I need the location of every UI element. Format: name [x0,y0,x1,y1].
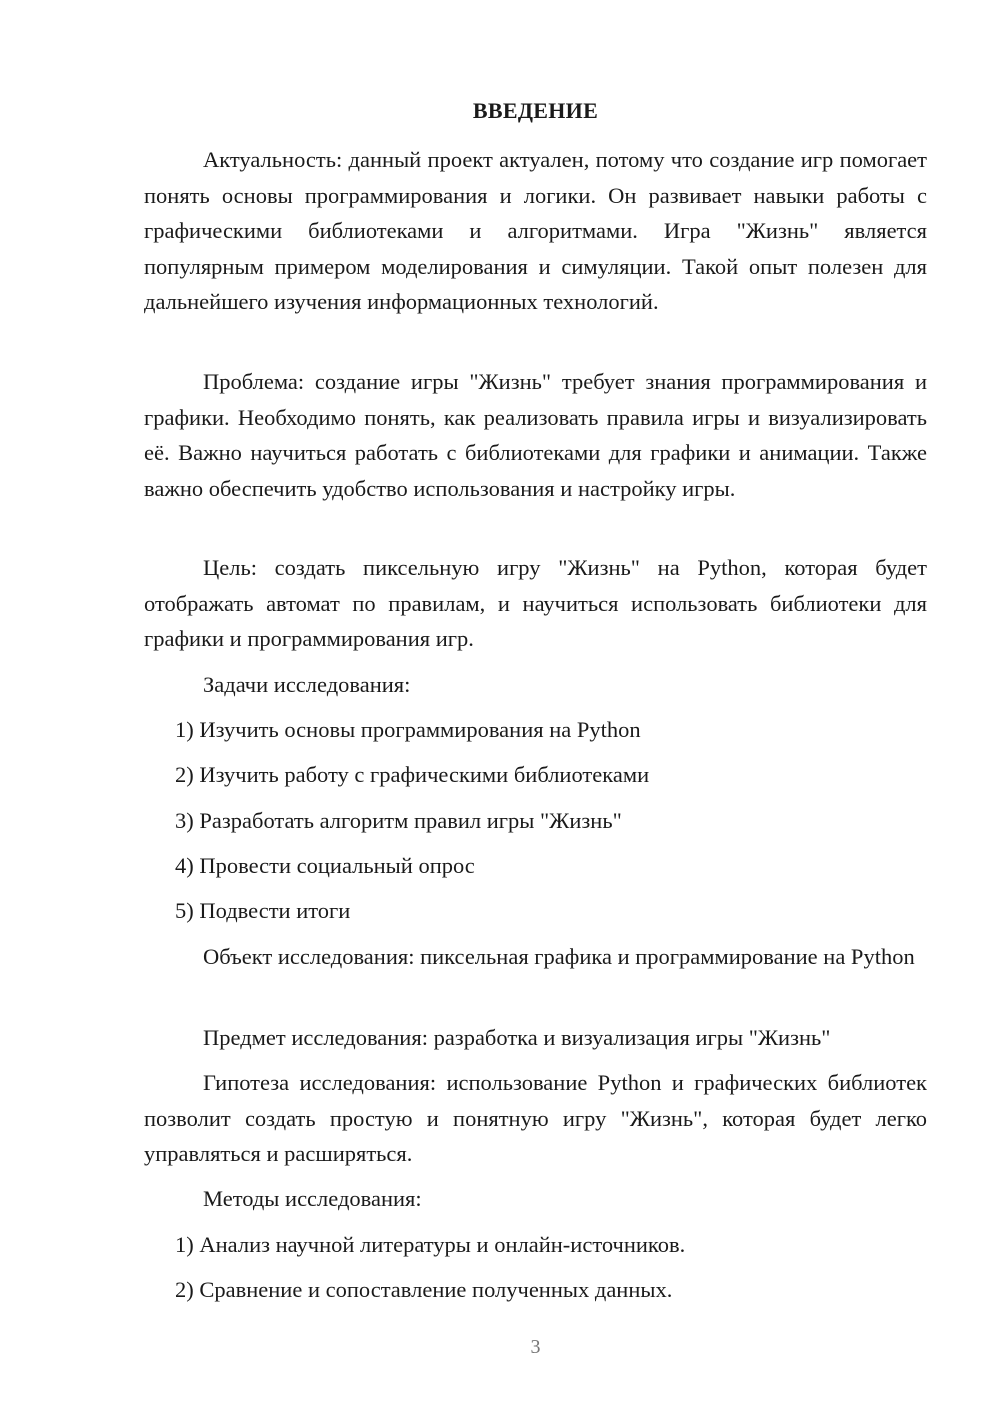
document-page [144,0,927,1414]
task-item: 2) Изучить работу с графическими библиотеками [175,762,650,787]
paragraph-subject: Предмет исследования: разработка и визуализация игры "Жизнь" [203,1025,831,1050]
paragraph-problem: Проблема: создание игры "Жизнь" требует знания программирования и графики. Необходимо понять, как реализовать правила игры и визуализировать её. Важно научиться работать с библиотеками для графики и анимации. Также важно обеспечить удобство использования и настройку игры. [144,369,927,501]
task-item: 5) Подвести итоги [175,898,351,923]
methods-heading: Методы исследования: [203,1186,422,1211]
section-heading: ВВЕДЕНИЕ [472,98,599,123]
task-item: 3) Разработать алгоритм правил игры "Жизнь" [175,808,622,833]
page-number: 3 [530,1336,541,1358]
paragraph-goal: Цель: создать пиксельную игру "Жизнь" на Python, которая будет отображать автомат по правилам, и научиться использовать библиотеки для графики и программирования игр. [144,555,927,651]
task-item: 1) Изучить основы программирования на Python [175,717,641,742]
method-item: 1) Анализ научной литературы и онлайн-источников. [175,1232,686,1257]
paragraph-object: Объект исследования: пиксельная графика и программирование на Python [203,944,915,969]
paragraph-hypothesis: Гипотеза исследования: использование Python и графических библиотек позволит создать простую и понятную игру "Жизнь", которая будет легко управляться и расширяться. [144,1070,927,1166]
method-item: 2) Сравнение и сопоставление полученных данных. [175,1277,673,1302]
tasks-heading: Задачи исследования: [203,672,411,697]
task-item: 4) Провести социальный опрос [175,853,475,878]
paragraph-relevance: Актуальность: данный проект актуален, потому что создание игр помогает понять основы программирования и логики. Он развивает навыки работы с графическими библиотеками и алгоритмами. Игра "Жизнь" является популярным примером моделирования и симуляции. Такой опыт полезен для дальнейшего изучения информационных технологий. [144,147,927,314]
